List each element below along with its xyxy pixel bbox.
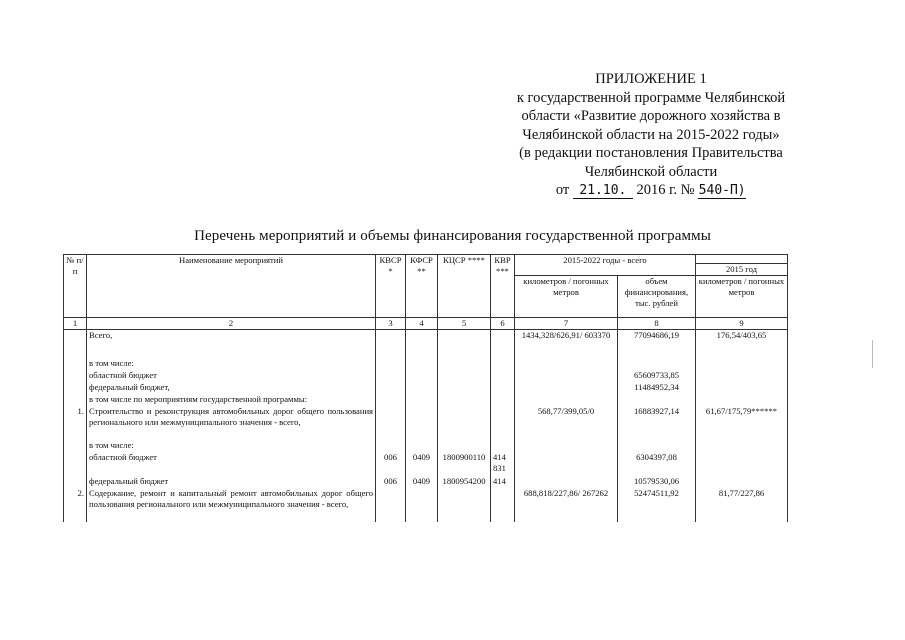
row-kcsr xyxy=(438,440,491,452)
row-name: областной бюджет xyxy=(87,370,376,382)
row-km: 688,818/227,86/ 267262 xyxy=(515,488,618,522)
row-name: областной бюджет xyxy=(87,452,376,476)
header-kvr: КВР *** xyxy=(491,255,515,318)
col-number: 8 xyxy=(618,318,696,330)
handwritten-number: 540-П) xyxy=(698,183,746,198)
table-row xyxy=(64,440,788,452)
col-number: 3 xyxy=(376,318,406,330)
row-km: 1434,328/626,91/ 603370 xyxy=(515,330,618,358)
col-number: 9 xyxy=(696,318,788,330)
header-name: Наименование мероприятий xyxy=(87,255,376,318)
row-fin: 77094686,19 xyxy=(618,330,696,358)
row-kvsr xyxy=(376,382,406,394)
table-row xyxy=(64,452,788,476)
row-num xyxy=(64,382,87,394)
scan-mark xyxy=(872,340,873,368)
row-fin: 52474511,92 xyxy=(618,488,696,522)
header-km-2015: километров / погонных метров xyxy=(696,276,788,318)
table-row xyxy=(64,358,788,370)
row-kvsr xyxy=(376,488,406,522)
row-kvsr xyxy=(376,330,406,358)
row-fin xyxy=(618,394,696,406)
row-kcsr xyxy=(438,406,491,440)
header-line: к государственной программе Челябинской xyxy=(516,89,786,106)
row-name: в том числе: xyxy=(87,358,376,370)
col-number: 6 xyxy=(491,318,515,330)
row-kvsr xyxy=(376,406,406,440)
appendix-title: ПРИЛОЖЕНИЕ 1 xyxy=(595,71,707,87)
row-num xyxy=(64,358,87,370)
row-num xyxy=(64,440,87,452)
row-kvsr xyxy=(376,370,406,382)
col-number: 1 xyxy=(64,318,87,330)
row-name: Строительство и реконструкция автомобильных дорог общего пользования регионального или межмуниципального значения - всего, xyxy=(87,406,376,440)
row-kcsr: 1800900110 xyxy=(438,452,491,476)
row-kvr xyxy=(491,370,515,382)
col-number: 5 xyxy=(438,318,491,330)
row-kcsr xyxy=(438,370,491,382)
col-number: 2 xyxy=(87,318,376,330)
header-year: 2015 год xyxy=(696,264,788,276)
row-km xyxy=(515,382,618,394)
row-kvr xyxy=(491,440,515,452)
row-kcsr xyxy=(438,382,491,394)
row-fin: 65609733,85 xyxy=(618,370,696,382)
row-name: в том числе: xyxy=(87,440,376,452)
row-num xyxy=(64,370,87,382)
header-fin: объем финансирования, тыс. рублей xyxy=(618,276,696,318)
row-kfsr: 0409 xyxy=(406,452,438,476)
row-km xyxy=(515,370,618,382)
row-fin: 11484952,34 xyxy=(618,382,696,394)
row-name: федеральный бюджет xyxy=(87,476,376,488)
row-km xyxy=(515,394,618,406)
header-kvsr: КВСР * xyxy=(376,255,406,318)
row-num xyxy=(64,452,87,476)
row-kvr: 414 831 xyxy=(491,452,515,476)
row-kfsr xyxy=(406,330,438,358)
header-kfsr: КФСР ** xyxy=(406,255,438,318)
row-km-2015 xyxy=(696,440,788,452)
row-km-2015 xyxy=(696,394,788,406)
row-kfsr xyxy=(406,440,438,452)
program-table xyxy=(63,254,788,522)
col-number: 4 xyxy=(406,318,438,330)
header-line: Челябинской области xyxy=(584,163,718,180)
row-fin: 16883927,14 xyxy=(618,406,696,440)
table-row xyxy=(64,394,788,406)
header-blank xyxy=(696,255,788,264)
table-row xyxy=(64,476,788,488)
table-row xyxy=(64,330,788,358)
handwritten-date: 21.10. xyxy=(573,184,633,199)
header-kcsr: КЦСР **** xyxy=(438,255,491,318)
row-kfsr xyxy=(406,488,438,522)
appendix-header xyxy=(486,70,816,200)
row-km xyxy=(515,358,618,370)
header-line: (в редакции постановления Правительства xyxy=(519,145,783,161)
row-km xyxy=(515,476,618,488)
table-row xyxy=(64,406,788,440)
date-year: 2016 г. № xyxy=(636,182,695,198)
row-fin xyxy=(618,440,696,452)
header-line: области «Развитие дорожного хозяйства в xyxy=(521,108,781,124)
decree-date-line xyxy=(486,181,816,200)
row-kcsr xyxy=(438,394,491,406)
row-kvr xyxy=(491,394,515,406)
row-num xyxy=(64,330,87,358)
row-km xyxy=(515,452,618,476)
row-kfsr xyxy=(406,394,438,406)
row-name: федеральный бюджет, xyxy=(87,382,376,394)
header-period: 2015-2022 годы - всего xyxy=(515,255,696,276)
row-name: Всего, xyxy=(87,330,376,358)
row-km xyxy=(515,440,618,452)
row-kfsr xyxy=(406,406,438,440)
row-km-2015: 176,54/403,65 xyxy=(696,330,788,358)
header-km: километров / погонных метров xyxy=(515,276,618,318)
row-kfsr xyxy=(406,358,438,370)
row-kcsr xyxy=(438,358,491,370)
row-kvr: 414 xyxy=(491,476,515,488)
row-kvr xyxy=(491,382,515,394)
row-kvr xyxy=(491,406,515,440)
row-num xyxy=(64,476,87,488)
row-num: 2. xyxy=(64,488,87,522)
row-num xyxy=(64,394,87,406)
row-kvr xyxy=(491,330,515,358)
row-kvr xyxy=(491,488,515,522)
row-kvsr: 006 xyxy=(376,476,406,488)
row-kvsr xyxy=(376,358,406,370)
col-number: 7 xyxy=(515,318,618,330)
row-kfsr xyxy=(406,370,438,382)
table-row xyxy=(64,382,788,394)
header-line: Челябинской области на 2015-2022 годы» xyxy=(522,126,780,143)
row-kvsr xyxy=(376,440,406,452)
row-name: в том числе по мероприятиям государственной программы: xyxy=(87,394,376,406)
header-num: № п/п xyxy=(64,255,87,318)
row-kfsr xyxy=(406,382,438,394)
table-row xyxy=(64,488,788,522)
row-km-2015 xyxy=(696,382,788,394)
row-fin: 10579530,06 xyxy=(618,476,696,488)
row-fin: 6304397,08 xyxy=(618,452,696,476)
row-fin xyxy=(618,358,696,370)
row-kfsr: 0409 xyxy=(406,476,438,488)
row-kcsr xyxy=(438,330,491,358)
row-kcsr: 1800954200 xyxy=(438,476,491,488)
row-km-2015 xyxy=(696,452,788,476)
row-name: Содержание, ремонт и капитальный ремонт автомобильных дорог общего пользования регионального или межмуниципального значения - всего, xyxy=(87,488,376,522)
row-kvsr: 006 xyxy=(376,452,406,476)
row-km-2015 xyxy=(696,476,788,488)
row-km: 568,77/399,05/0 xyxy=(515,406,618,440)
date-prefix: от xyxy=(555,182,570,198)
row-kcsr xyxy=(438,488,491,522)
row-km-2015: 81,77/227,86 xyxy=(696,488,788,522)
row-kvsr xyxy=(376,394,406,406)
document-title: Перечень мероприятий и объемы финансирования государственной программы xyxy=(194,228,711,244)
row-km-2015: 61,67/175,79****** xyxy=(696,406,788,440)
row-kvr xyxy=(491,358,515,370)
row-num: 1. xyxy=(64,406,87,440)
row-km-2015 xyxy=(696,370,788,382)
table-row xyxy=(64,370,788,382)
row-km-2015 xyxy=(696,358,788,370)
